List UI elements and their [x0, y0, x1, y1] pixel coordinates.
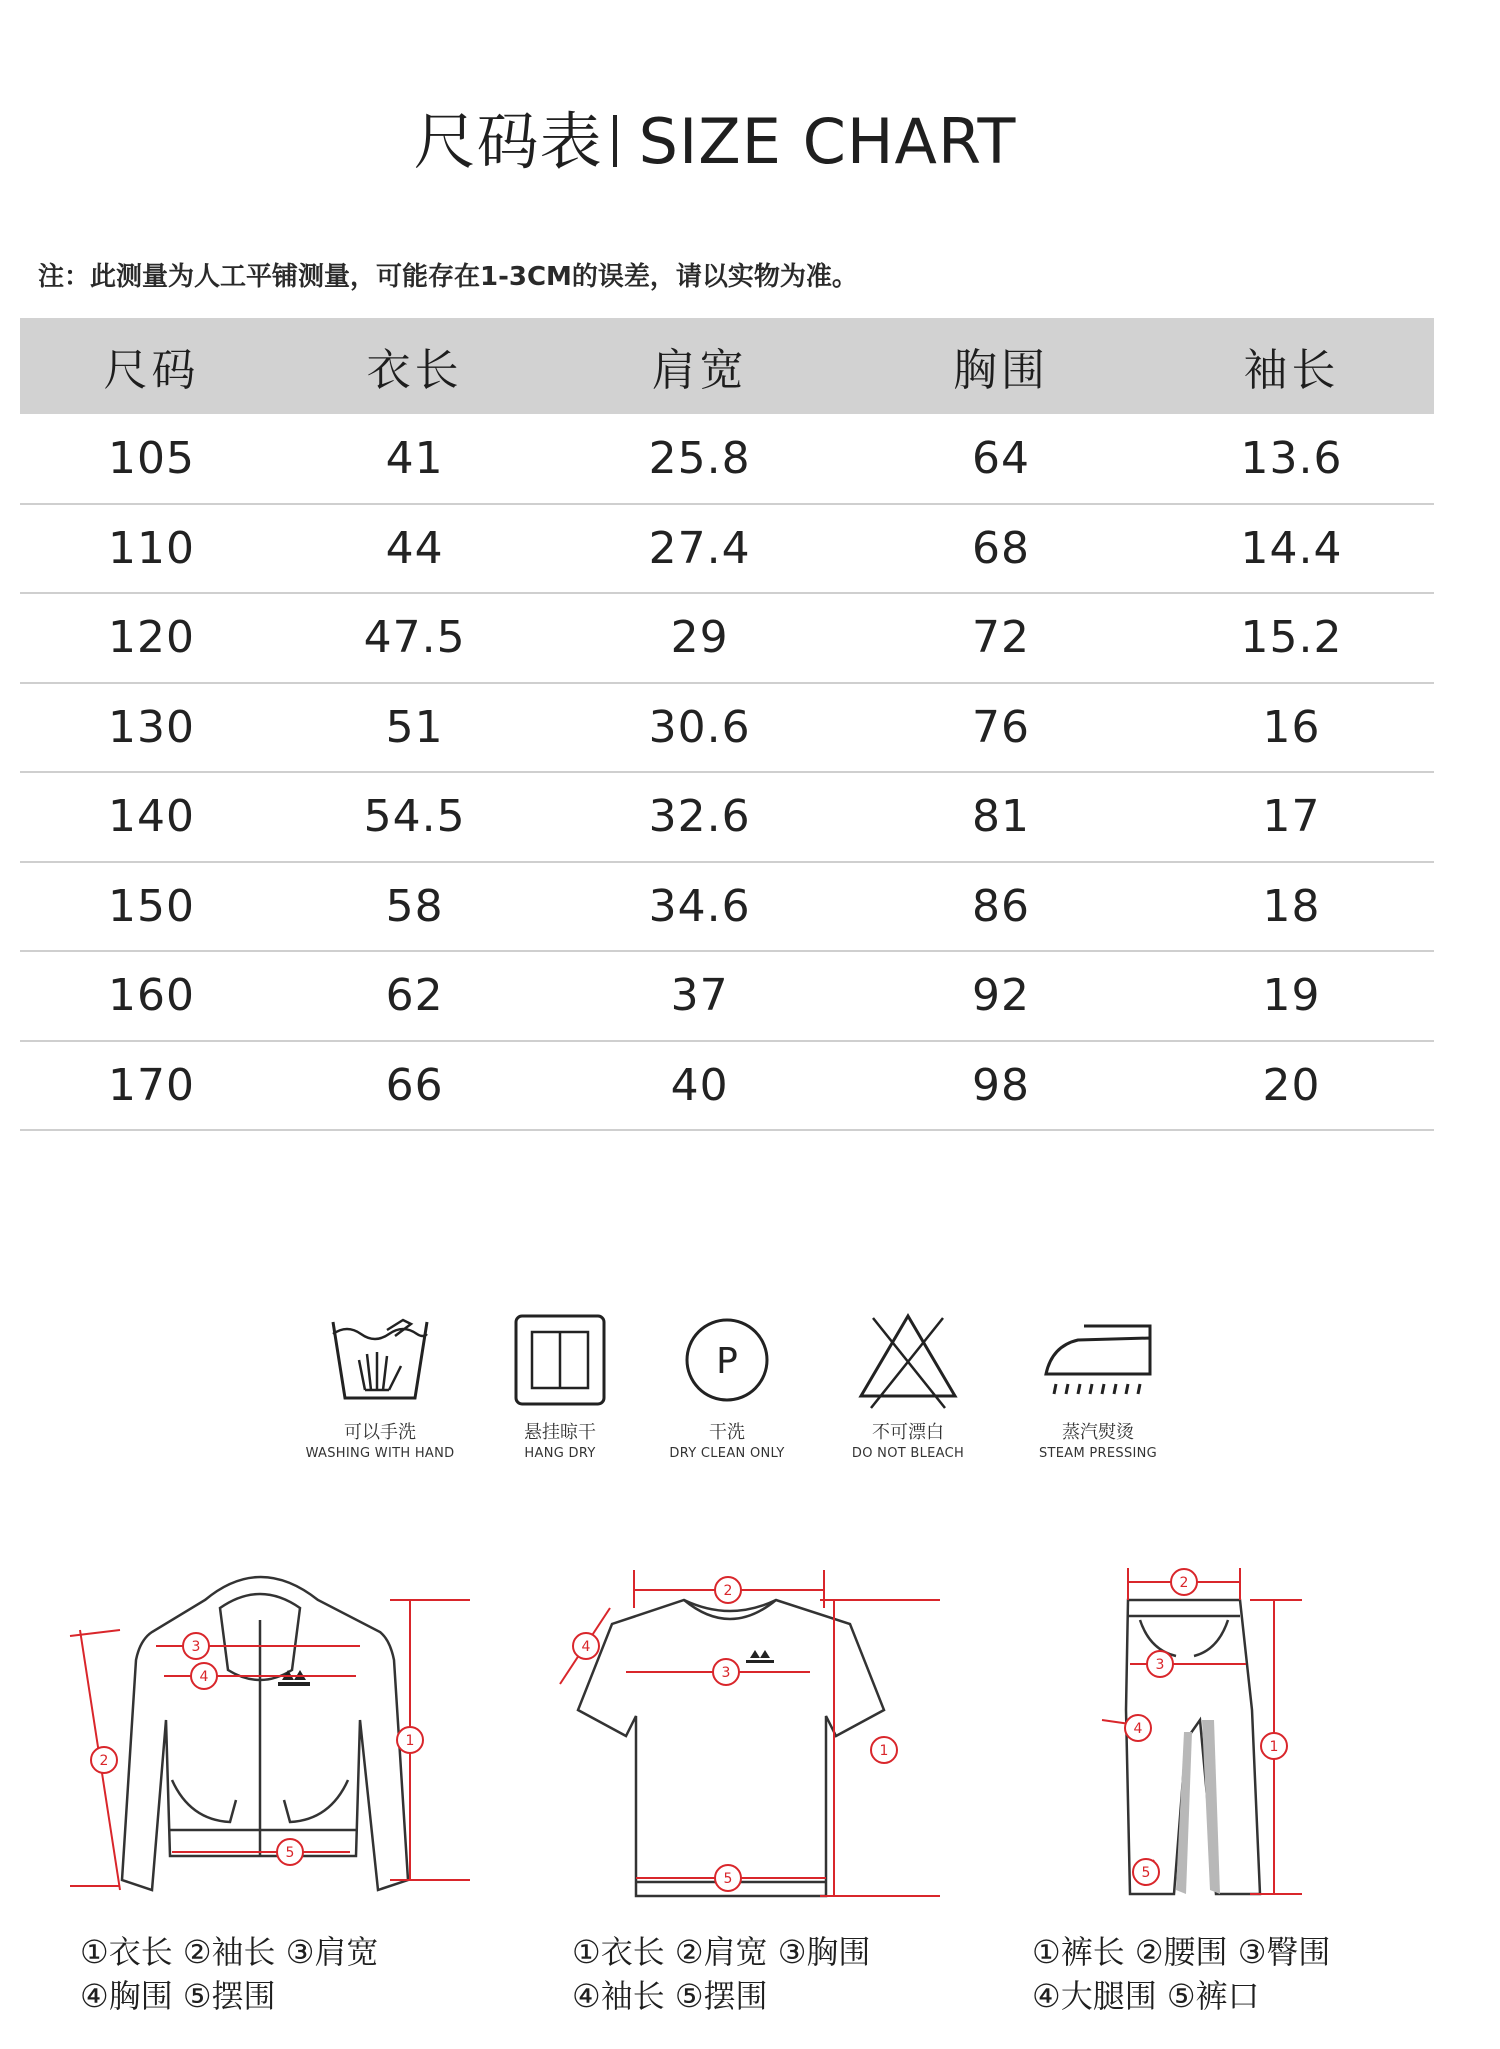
table-row [20, 593, 1434, 683]
table-cell: 150 [108, 880, 196, 932]
table-cell: 14.4 [1240, 522, 1343, 574]
table-cell: 40 [670, 1059, 729, 1111]
marker-2: 2 [1179, 1575, 1189, 1591]
table-cell: 18 [1262, 880, 1321, 932]
tshirt-diagram [550, 1560, 950, 1920]
marker-1: 1 [1269, 1739, 1279, 1755]
table-cell: 25.8 [648, 432, 751, 484]
tshirt-caption [572, 1930, 870, 2018]
care-label-cn: 不可漂白 [872, 1422, 944, 1443]
header-sleeve: 袖长 [1243, 345, 1340, 396]
tshirt-caption-line2: ④袖长 ⑤摆围 [572, 1977, 768, 2015]
table-header-row [20, 318, 1434, 414]
table-cell: 72 [972, 612, 1030, 664]
table-row [20, 683, 1434, 773]
care-label-en: DO NOT BLEACH [851, 1446, 965, 1461]
table-cell: 44 [385, 522, 444, 574]
marker-1: 1 [405, 1733, 415, 1749]
care-hand-wash [295, 1310, 465, 1461]
table-row [20, 504, 1434, 594]
table-cell: 16 [1262, 701, 1321, 753]
header-length: 衣长 [366, 345, 463, 396]
dry-clean-letter: P [716, 1341, 738, 1382]
table-cell: 86 [972, 880, 1030, 932]
marker-4: 4 [1133, 1721, 1143, 1737]
table-cell: 20 [1262, 1059, 1321, 1111]
table-cell: 13.6 [1240, 432, 1343, 484]
care-no-bleach [823, 1310, 993, 1461]
table-cell: 66 [385, 1059, 444, 1111]
steam-iron-icon [1038, 1310, 1158, 1410]
table-cell: 62 [385, 970, 444, 1022]
brand-logo [746, 1650, 774, 1663]
marker-3: 3 [1155, 1657, 1165, 1673]
table-row [20, 1041, 1434, 1131]
table-cell: 27.4 [648, 522, 751, 574]
table-cell: 170 [108, 1059, 196, 1111]
table-cell: 54.5 [363, 791, 466, 843]
jacket-caption [80, 1930, 378, 2018]
table-row [20, 862, 1434, 952]
tshirt-caption-line1: ①衣长 ②肩宽 ③胸围 [572, 1933, 871, 1971]
care-label-cn: 悬挂晾干 [524, 1422, 596, 1443]
care-label-en: STEAM PRESSING [1038, 1446, 1158, 1461]
table-cell: 58 [385, 880, 444, 932]
care-steam-iron [1013, 1310, 1183, 1461]
table-cell: 160 [108, 970, 196, 1022]
care-dry-clean [642, 1310, 812, 1461]
header-chest: 胸围 [953, 345, 1049, 396]
table-cell: 130 [108, 701, 196, 753]
care-label-en: HANG DRY [524, 1446, 596, 1461]
marker-2: 2 [99, 1753, 109, 1769]
pants-caption [1032, 1930, 1330, 2018]
care-label-cn: 干洗 [709, 1422, 745, 1443]
header-size: 尺码 [103, 345, 200, 396]
dry-clean-icon [677, 1310, 777, 1410]
title-cn: 尺码表 [413, 105, 603, 178]
care-label-en: WASHING WITH HAND [305, 1446, 455, 1461]
title-divider [613, 115, 617, 167]
table-cell: 41 [385, 432, 444, 484]
table-cell: 17 [1262, 791, 1321, 843]
marker-2: 2 [723, 1583, 733, 1599]
table-cell: 105 [108, 432, 196, 484]
table-cell: 34.6 [648, 880, 751, 932]
table-cell: 30.6 [648, 701, 751, 753]
table-cell: 140 [108, 791, 196, 843]
hang-dry-icon [510, 1310, 610, 1410]
jacket-caption-line2: ④胸围 ⑤摆围 [80, 1977, 276, 2015]
measurement-note: 注：此测量为人工平铺测量，可能存在1-3CM的误差，请以实物为准。 [38, 262, 858, 292]
care-hang-dry [475, 1310, 645, 1461]
jacket-caption-line1: ①衣长 ②袖长 ③肩宽 [80, 1933, 379, 1971]
table-cell: 15.2 [1240, 612, 1343, 664]
marker-5: 5 [723, 1871, 733, 1887]
care-label-cn: 可以手洗 [344, 1422, 416, 1443]
table-cell: 68 [972, 522, 1030, 574]
marker-4: 4 [581, 1639, 591, 1655]
table-cell: 64 [972, 432, 1030, 484]
table-cell: 81 [972, 791, 1030, 843]
size-table [20, 318, 1434, 1131]
header-shoulder: 肩宽 [651, 345, 748, 396]
pants-caption-line1: ①裤长 ②腰围 ③臀围 [1032, 1933, 1331, 1971]
pants-diagram [1090, 1560, 1350, 1920]
pants-caption-line2: ④大腿围 ⑤裤口 [1032, 1977, 1260, 2015]
marker-3: 3 [191, 1639, 201, 1655]
table-cell: 32.6 [648, 791, 751, 843]
hand-wash-icon [325, 1310, 435, 1410]
table-cell: 76 [972, 701, 1030, 753]
table-cell: 110 [108, 522, 196, 574]
marker-1: 1 [879, 1743, 889, 1759]
table-cell: 51 [385, 701, 444, 753]
table-cell: 37 [670, 970, 729, 1022]
page-title [0, 92, 1430, 181]
care-label-en: DRY CLEAN ONLY [669, 1446, 785, 1461]
table-cell: 29 [670, 612, 729, 664]
title-en: SIZE CHART [638, 105, 1017, 178]
table-cell: 92 [972, 970, 1030, 1022]
table-row [20, 772, 1434, 862]
table-cell: 120 [108, 612, 196, 664]
care-label-cn: 蒸汽熨烫 [1062, 1422, 1134, 1443]
table-cell: 47.5 [363, 612, 466, 664]
no-bleach-icon [853, 1310, 963, 1410]
marker-4: 4 [199, 1669, 209, 1685]
marker-3: 3 [721, 1665, 731, 1681]
table-row [20, 951, 1434, 1041]
marker-5: 5 [1141, 1865, 1151, 1881]
marker-5: 5 [285, 1845, 295, 1861]
table-cell: 98 [972, 1059, 1030, 1111]
jacket-diagram [60, 1560, 480, 1920]
brand-logo [278, 1670, 310, 1686]
table-cell: 19 [1262, 970, 1321, 1022]
table-row [20, 414, 1434, 504]
